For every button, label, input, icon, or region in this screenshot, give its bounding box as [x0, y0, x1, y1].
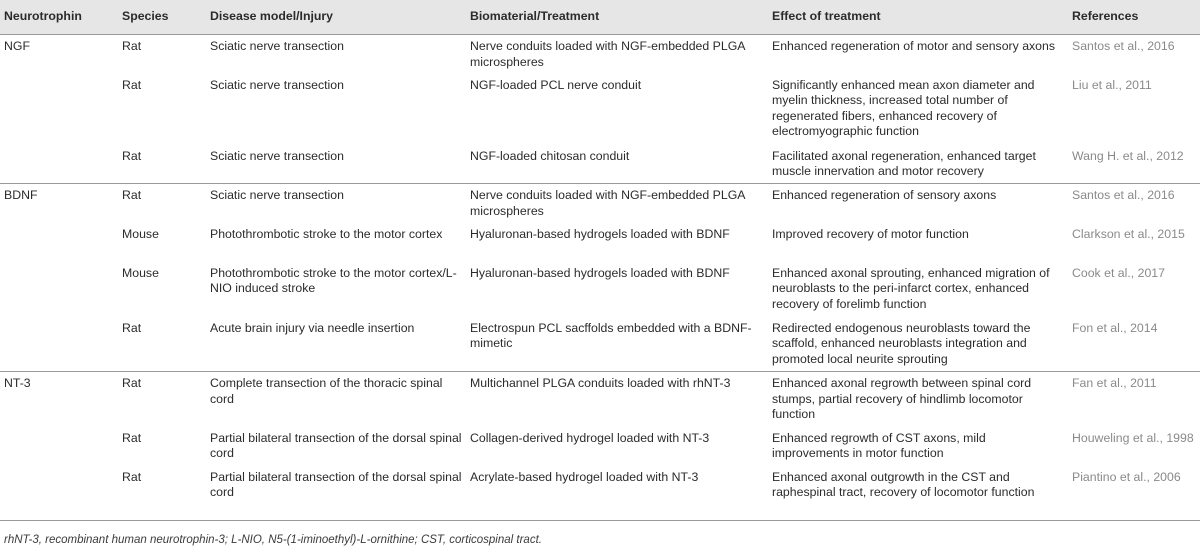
cell-model: Sciatic nerve transection [210, 77, 344, 92]
table-row [0, 427, 1200, 466]
header-effect: Effect of treatment [768, 0, 1068, 35]
table-row [0, 74, 1200, 145]
cell-treatment: NGF-loaded PCL nerve conduit [470, 77, 642, 92]
cell-species: Mouse [122, 226, 159, 241]
cell-species: Rat [122, 469, 142, 484]
cell-species: Rat [122, 148, 142, 163]
cell-species: Mouse [122, 265, 159, 280]
cell-treatment: Hyaluronan-based hydrogels loaded with BDNF [470, 226, 730, 241]
cell-reference: Wang H. et al., 2012 [1072, 148, 1184, 163]
cell-neurotrophin [0, 466, 118, 521]
cell-model: Complete transection of the thoracic spinal cord [206, 372, 466, 427]
cell-effect: Improved recovery of motor function [772, 226, 969, 241]
cell-neurotrophin [0, 74, 118, 145]
cell-neurotrophin: BDNF [0, 184, 118, 223]
cell-treatment: Multichannel PLGA conduits loaded with rhNT-3 [466, 372, 768, 427]
cell-effect: Enhanced regrowth of CST axons, mild improvements in motor function [772, 430, 986, 460]
cell-model: Sciatic nerve transection [210, 148, 344, 163]
table-row [0, 317, 1200, 372]
header-species: Species [118, 0, 206, 35]
cell-species: Rat [118, 35, 206, 74]
header-disease-model: Disease model/Injury [206, 0, 466, 35]
table-row [0, 223, 1200, 262]
cell-treatment: NGF-loaded chitosan conduit [470, 148, 630, 163]
cell-neurotrophin [0, 145, 118, 184]
cell-species: Rat [122, 320, 142, 335]
cell-effect: Facilitated axonal regeneration, enhanced target muscle innervation and motor recovery [772, 148, 1036, 178]
cell-treatment: Hyaluronan-based hydrogels loaded with BDNF [470, 265, 730, 280]
cell-species: Rat [122, 430, 142, 445]
header-neurotrophin: Neurotrophin [0, 0, 118, 35]
cell-model: Partial bilateral transection of the dorsal spinal cord [210, 469, 462, 499]
cell-reference: Fan et al., 2011 [1068, 372, 1200, 427]
cell-reference: Fon et al., 2014 [1072, 320, 1158, 335]
table-row [0, 372, 1200, 427]
cell-effect: Enhanced axonal sprouting, enhanced migration of neuroblasts to the peri-infarct cortex, enhanced recovery of forelimb function [772, 265, 1050, 311]
table-row [0, 466, 1200, 521]
cell-species: Rat [118, 184, 206, 223]
cell-treatment: Acrylate-based hydrogel loaded with NT-3 [470, 469, 699, 484]
cell-model: Photothrombotic stroke to the motor cortex [210, 226, 443, 241]
cell-treatment: Electrospun PCL sacffolds embedded with a BDNF-mimetic [470, 320, 752, 350]
cell-effect: Enhanced regeneration of motor and sensory axons [768, 35, 1068, 74]
cell-reference: Cook et al., 2017 [1072, 265, 1165, 280]
cell-reference: Piantino et al., 2006 [1072, 469, 1181, 484]
cell-model: Sciatic nerve transection [206, 184, 466, 223]
cell-neurotrophin [0, 317, 118, 372]
cell-effect: Redirected endogenous neuroblasts toward the scaffold, enhanced neuroblasts integration and promoted local neurite sprouting [772, 320, 1031, 366]
header-references: References [1068, 0, 1200, 35]
cell-reference: Santos et al., 2016 [1068, 184, 1200, 223]
cell-model: Partial bilateral transection of the dorsal spinal cord [210, 430, 462, 460]
cell-neurotrophin: NT-3 [0, 372, 118, 427]
cell-model: Photothrombotic stroke to the motor cortex/L-NIO induced stroke [210, 265, 457, 295]
cell-neurotrophin: NGF [0, 35, 118, 74]
table-footnote: rhNT-3, recombinant human neurotrophin-3; L-NIO, N5-(1-iminoethyl)-L-ornithine; CST, corticospinal tract. [4, 534, 542, 546]
cell-model: Acute brain injury via needle insertion [210, 320, 415, 335]
cell-reference: Santos et al., 2016 [1068, 35, 1200, 74]
cell-effect: Significantly enhanced mean axon diameter and myelin thickness, increased total number of regenerated fibers, enhanced recovery of electromyographic function [772, 77, 1035, 138]
cell-neurotrophin [0, 262, 118, 317]
cell-species: Rat [118, 372, 206, 427]
cell-reference: Clarkson et al., 2015 [1072, 226, 1185, 241]
cell-treatment: Nerve conduits loaded with NGF-embedded PLGA microspheres [466, 35, 768, 74]
table-row [0, 184, 1200, 223]
cell-effect: Enhanced axonal outgrowth in the CST and raphespinal tract, recovery of locomotor function [772, 469, 1035, 499]
cell-model: Sciatic nerve transection [206, 35, 466, 74]
table-row [0, 145, 1200, 184]
cell-neurotrophin [0, 427, 118, 466]
cell-reference: Houweling et al., 1998 [1072, 430, 1194, 445]
cell-effect: Enhanced regeneration of sensory axons [768, 184, 1068, 223]
table-row [0, 262, 1200, 317]
cell-effect: Enhanced axonal regrowth between spinal cord stumps, partial recovery of hindlimb locomotor function [768, 372, 1068, 427]
table-header-row [0, 0, 1200, 35]
cell-treatment: Nerve conduits loaded with NGF-embedded PLGA microspheres [466, 184, 768, 223]
header-treatment: Biomaterial/Treatment [466, 0, 768, 35]
cell-reference: Liu et al., 2011 [1072, 77, 1152, 92]
cell-species: Rat [122, 77, 142, 92]
table-row [0, 35, 1200, 74]
cell-treatment: Collagen-derived hydrogel loaded with NT-3 [470, 430, 710, 445]
cell-neurotrophin [0, 223, 118, 262]
